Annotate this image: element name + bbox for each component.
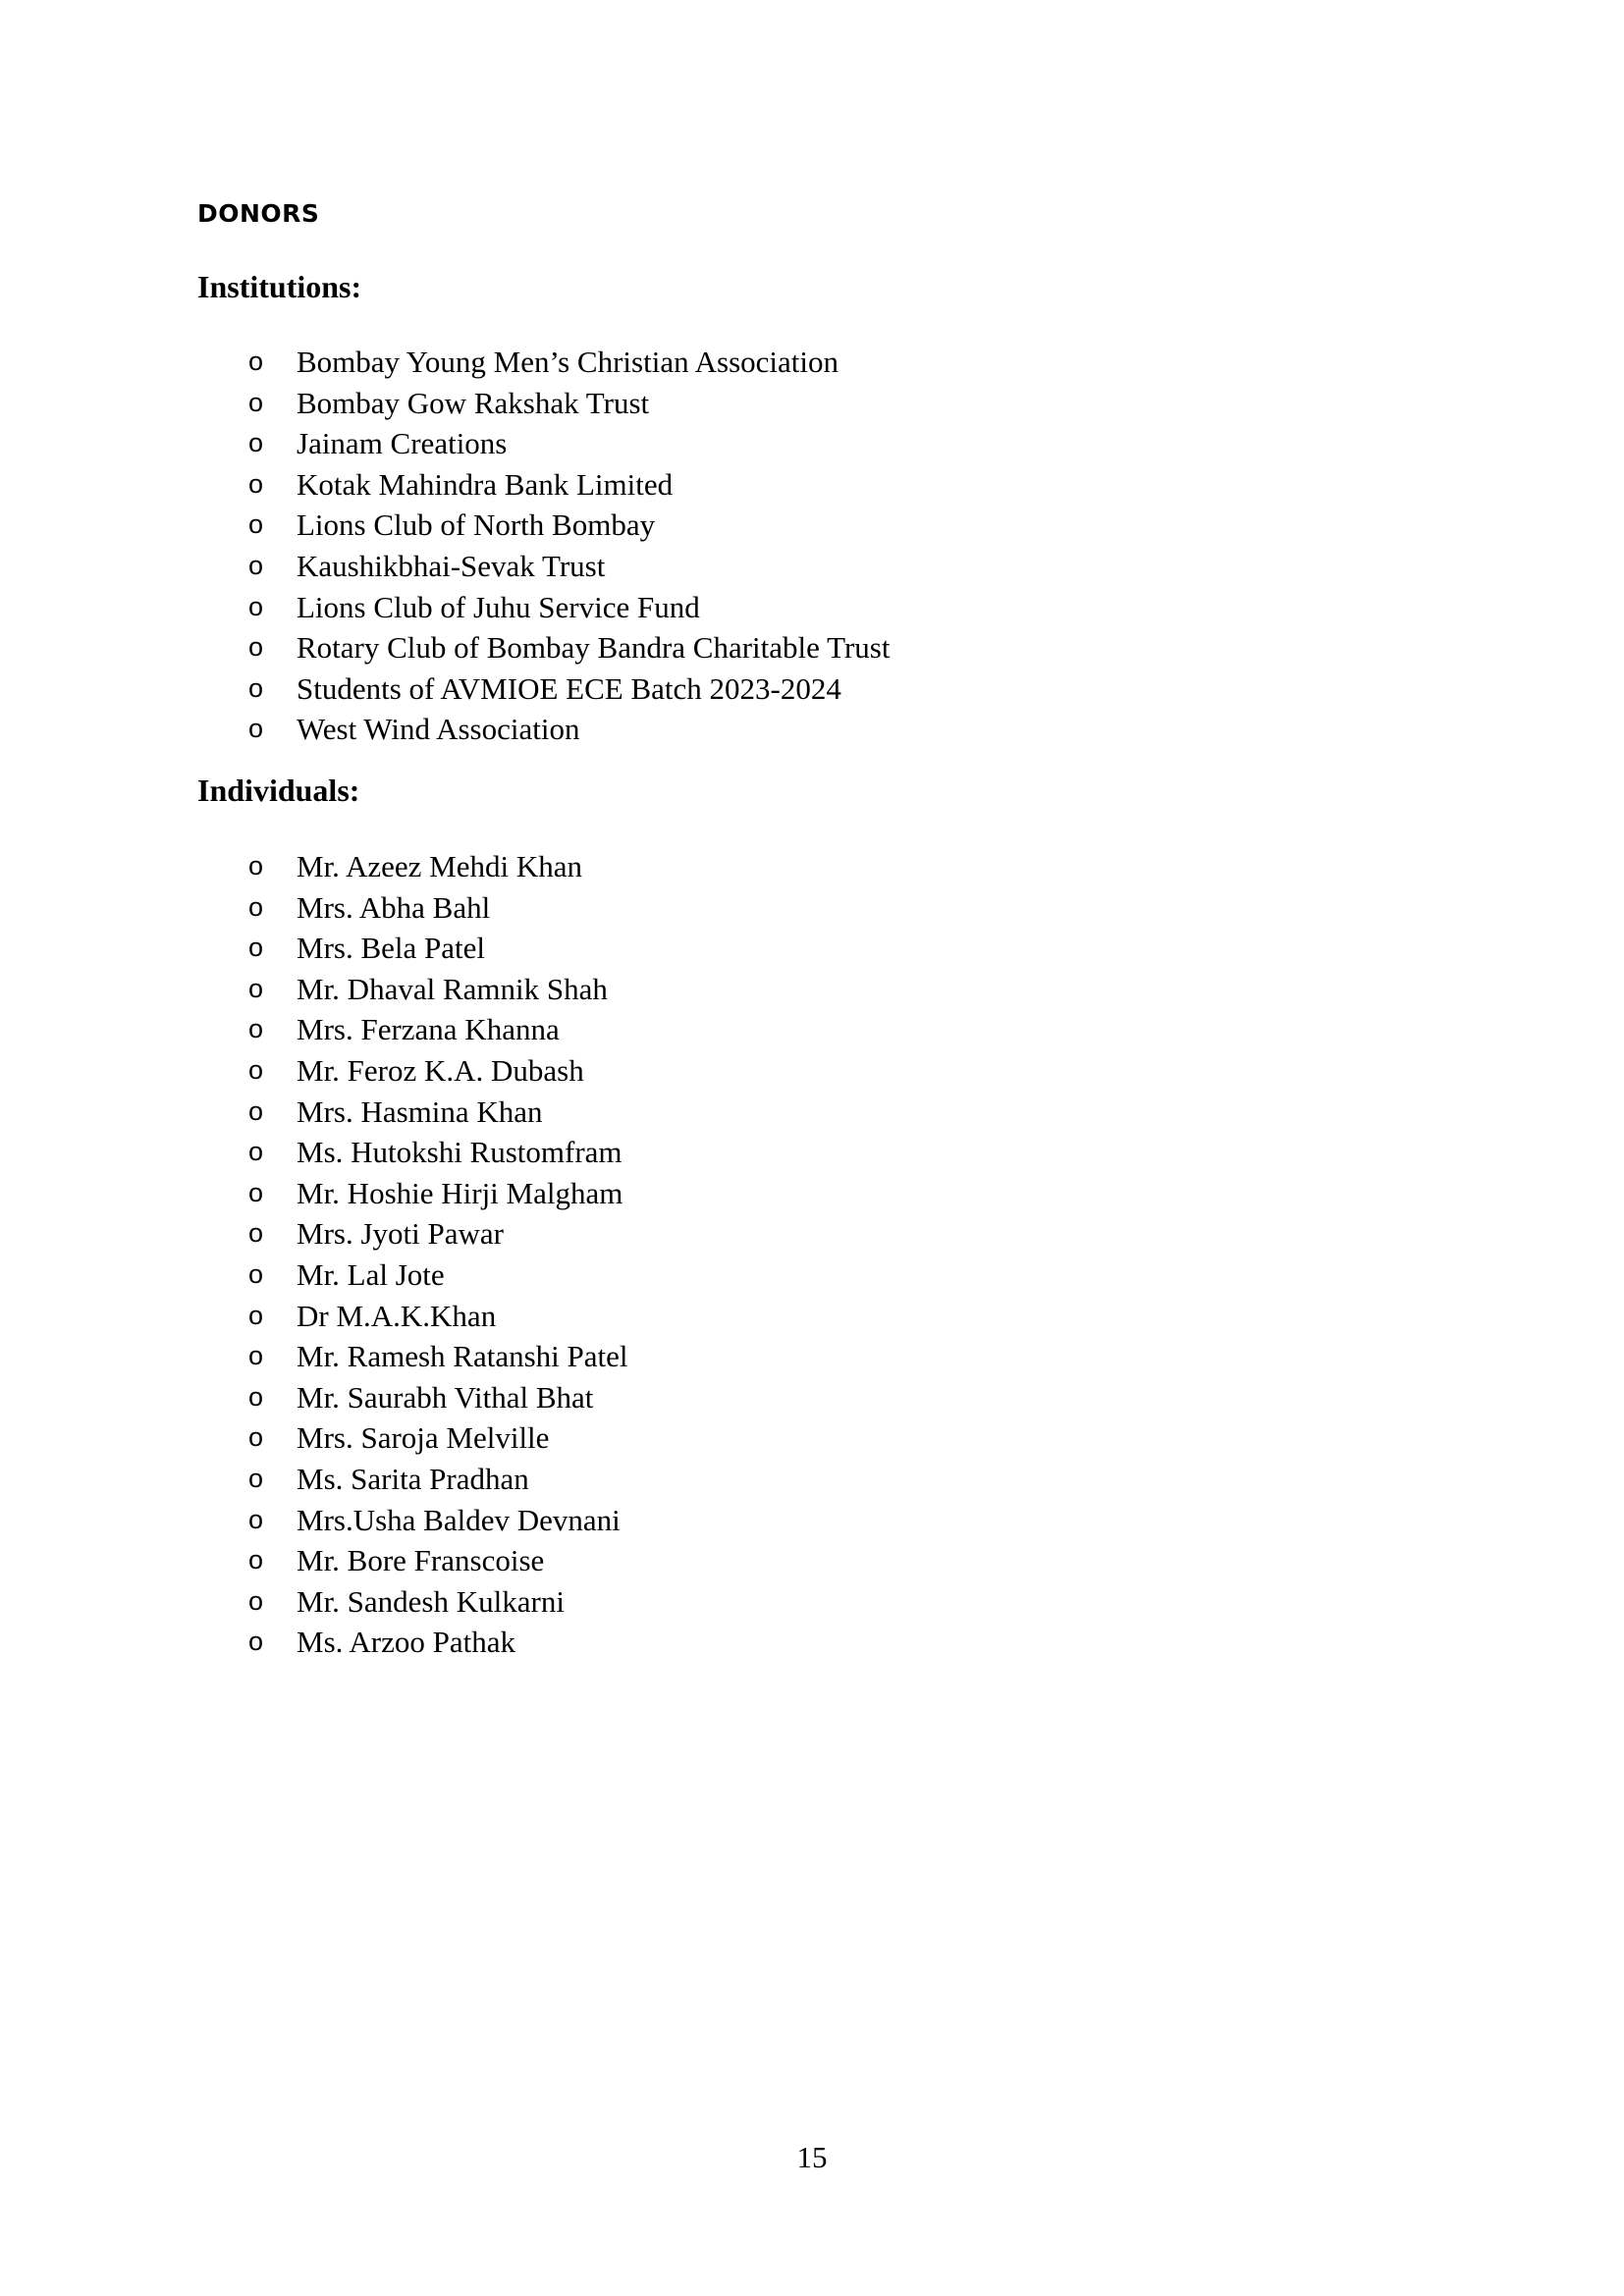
- bullet-icon: o: [248, 1258, 264, 1289]
- bullet-icon: o: [248, 1585, 264, 1616]
- donor-name: Kotak Mahindra Bank Limited: [297, 466, 674, 502]
- donor-name: Mr. Azeez Mehdi Khan: [297, 849, 582, 883]
- donor-name: Mr. Sandesh Kulkarni: [297, 1583, 565, 1619]
- list-item: [0, 505, 1624, 546]
- list-item: [0, 342, 1624, 383]
- donor-name: Rotary Club of Bombay Bandra Charitable Trust: [297, 630, 891, 666]
- list-item: [0, 587, 1624, 628]
- donor-name: West Wind Association: [297, 712, 580, 747]
- donor-name: Mrs. Jyoti Pawar: [297, 1216, 504, 1252]
- bullet-icon: o: [248, 933, 264, 963]
- list-item: [0, 1296, 1624, 1337]
- bullet-icon: o: [248, 1014, 264, 1044]
- bullet-icon: o: [248, 891, 264, 922]
- donor-name: Lions Club of North Bombay: [297, 507, 656, 543]
- list-item: [0, 1581, 1624, 1623]
- donor-name: Jainam Creations: [297, 426, 508, 461]
- list-item: [0, 709, 1624, 750]
- list-item: [0, 1173, 1624, 1214]
- list-item: [0, 1009, 1624, 1050]
- list-item: [0, 1336, 1624, 1377]
- donor-name: Mrs.Usha Baldev Devnani: [297, 1502, 621, 1537]
- list-item: [0, 1050, 1624, 1092]
- bullet-icon: o: [248, 1218, 264, 1249]
- list-item: [0, 1417, 1624, 1459]
- bullet-icon: o: [248, 1095, 264, 1126]
- bullet-icon: o: [248, 1463, 264, 1493]
- list-item: [0, 1459, 1624, 1500]
- donor-name: Kaushikbhai-Sevak Trust: [297, 548, 606, 583]
- list-item: [0, 1540, 1624, 1581]
- bullet-icon: o: [248, 347, 264, 376]
- donor-name: Mrs. Hasmina Khan: [297, 1094, 543, 1129]
- bullet-icon: o: [248, 387, 264, 417]
- donor-name: Mr. Saurabh Vithal Bhat: [297, 1379, 594, 1415]
- donor-name: Bombay Gow Rakshak Trust: [297, 385, 650, 420]
- donor-name: Mr. Feroz K.A. Dubash: [297, 1052, 584, 1088]
- donor-name: Mrs. Bela Patel: [297, 931, 485, 966]
- page-number: 15: [796, 2140, 828, 2174]
- donor-name: Mr. Bore Franscoise: [297, 1543, 545, 1578]
- donor-name: Students of AVMIOE ECE Batch 2023-2024: [297, 670, 841, 706]
- list-item: [0, 464, 1624, 506]
- list-item: [0, 383, 1624, 424]
- bullet-icon: o: [248, 672, 264, 703]
- bullet-icon: o: [248, 851, 264, 881]
- list-item: [0, 1132, 1624, 1173]
- bullet-icon: o: [248, 468, 264, 499]
- section-heading-institutions: Institutions:: [197, 269, 362, 304]
- list-item: [0, 1092, 1624, 1133]
- donor-name: Mrs. Ferzana Khanna: [297, 1012, 560, 1047]
- list-item: [0, 627, 1624, 668]
- bullet-icon: o: [248, 1300, 264, 1330]
- donor-name: Lions Club of Juhu Service Fund: [297, 589, 700, 624]
- donor-name: Mr. Lal Jote: [297, 1256, 445, 1292]
- bullet-icon: o: [248, 428, 264, 458]
- list-item: [0, 846, 1624, 887]
- donor-name: Ms. Arzoo Pathak: [297, 1625, 516, 1660]
- bullet-icon: o: [248, 550, 264, 580]
- individuals-list: [0, 846, 1624, 1663]
- donor-name: Ms. Sarita Pradhan: [297, 1461, 529, 1496]
- bullet-icon: o: [248, 1422, 264, 1453]
- bullet-icon: o: [248, 714, 264, 744]
- section-heading-individuals: Individuals:: [197, 773, 360, 808]
- page-heading-donors: DONORS: [197, 199, 320, 228]
- list-item: [0, 546, 1624, 587]
- list-item: [0, 969, 1624, 1010]
- bullet-icon: o: [248, 1545, 264, 1575]
- bullet-icon: o: [248, 1341, 264, 1371]
- donor-name: Mrs. Abha Bahl: [297, 889, 491, 925]
- donor-name: Mr. Ramesh Ratanshi Patel: [297, 1339, 628, 1374]
- bullet-icon: o: [248, 1627, 264, 1657]
- list-item: [0, 928, 1624, 969]
- list-item: [0, 887, 1624, 929]
- list-item: [0, 423, 1624, 464]
- bullet-icon: o: [248, 591, 264, 621]
- list-item: [0, 1377, 1624, 1418]
- list-item: [0, 1255, 1624, 1296]
- donor-name: Mr. Dhaval Ramnik Shah: [297, 971, 608, 1006]
- bullet-icon: o: [248, 1054, 264, 1085]
- list-item: [0, 668, 1624, 710]
- institutions-list: [0, 342, 1624, 750]
- list-item: [0, 1500, 1624, 1541]
- bullet-icon: o: [248, 632, 264, 663]
- bullet-icon: o: [248, 1137, 264, 1167]
- bullet-icon: o: [248, 1381, 264, 1412]
- bullet-icon: o: [248, 973, 264, 1003]
- list-item: [0, 1622, 1624, 1663]
- donor-name: Mr. Hoshie Hirji Malgham: [297, 1175, 623, 1210]
- list-item: [0, 1213, 1624, 1255]
- bullet-icon: o: [248, 1504, 264, 1534]
- donor-name: Mrs. Saroja Melville: [297, 1420, 550, 1456]
- bullet-icon: o: [248, 509, 264, 540]
- donor-name: Dr M.A.K.Khan: [297, 1298, 497, 1333]
- bullet-icon: o: [248, 1177, 264, 1207]
- donor-name: Bombay Young Men’s Christian Association: [297, 345, 839, 379]
- donor-name: Ms. Hutokshi Rustomfram: [297, 1135, 623, 1170]
